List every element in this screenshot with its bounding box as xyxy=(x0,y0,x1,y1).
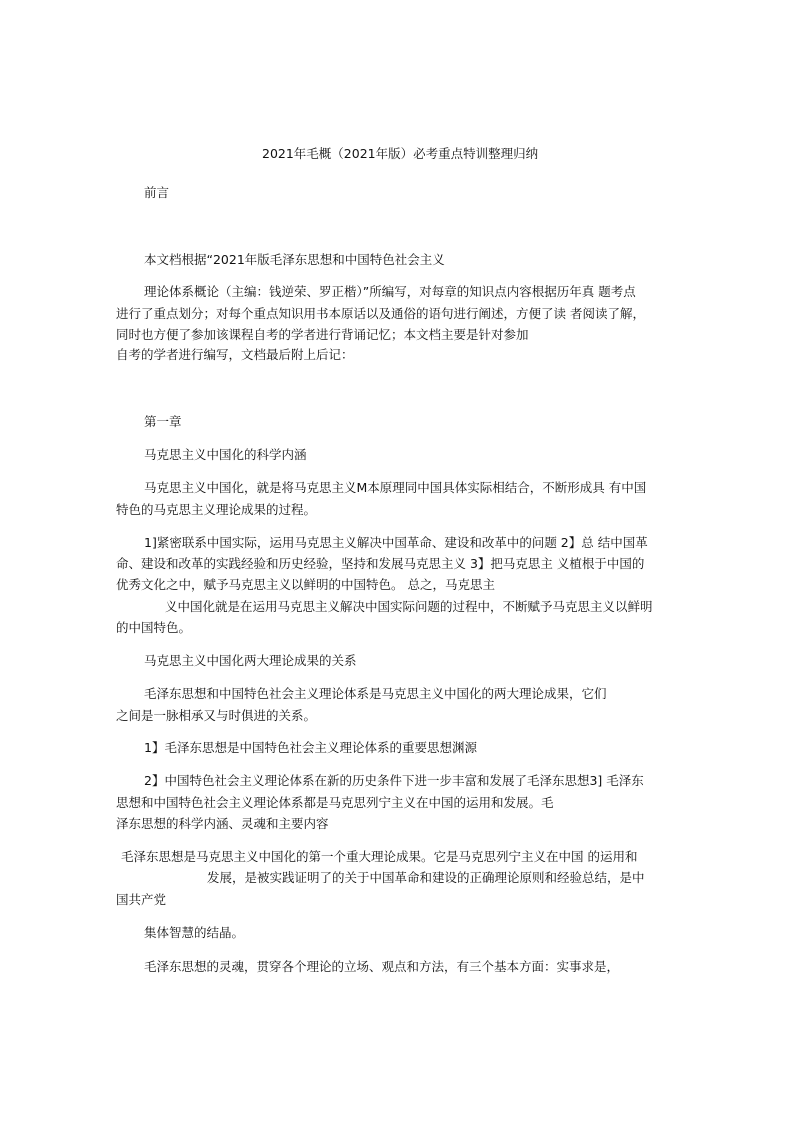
paragraph-line: 毛泽东思想的灵魂，贯穿各个理论的立场、观点和方法，有三个基本方面：实事求是， xyxy=(144,959,620,974)
paragraph-line: 发展，是被实践证明了的关于中国革命和建设的正确理论原则和经验总结，是中 xyxy=(207,870,645,885)
list-item: 1】毛泽东思想是中国特色社会主义理论体系的重要思想渊源 xyxy=(144,740,477,755)
paragraph-line: 义中国化就是在运用马克思主义解决中国实际问题的过程中，不断赋予马克思主义以鲜明 xyxy=(165,599,653,614)
paragraph-line: 思想和中国特色社会主义理论体系都是马克思列宁主义在中国的运用和发展。毛 xyxy=(116,795,554,810)
preface-line: 自考的学者进行编写，文档最后附上后记： xyxy=(116,347,354,362)
chapter-heading: 第一章 xyxy=(144,414,182,429)
preface-heading: 前言 xyxy=(144,185,170,200)
preface-line: 进行了重点划分；对每个重点知识用书本原话以及通俗的语句进行阐述，方便了读 者阅读了解， xyxy=(116,306,645,321)
paragraph-line: 1]紧密联系中国实际，运用马克思主义解决中国革命、建设和改革中的问题 2】总 结中国革 xyxy=(144,535,648,550)
paragraph-line: 的中国特色。 xyxy=(116,620,192,635)
paragraph-line: 马克思主义中国化，就是将马克思主义M本原理同中国具体实际相结合，不断形成具 有中国 xyxy=(144,480,647,495)
section-heading: 马克思主义中国化的科学内涵 xyxy=(144,447,307,462)
section-heading: 马克思主义中国化两大理论成果的关系 xyxy=(144,653,357,668)
paragraph-line: 优秀文化之中，赋予马克思主义以鲜明的中国特色。 总之，马克思主 xyxy=(116,577,495,592)
paragraph-line: 之间是一脉相承又与时俱进的关系。 xyxy=(116,708,317,723)
paragraph-line: 泽东思想的科学内涵、灵魂和主要内容 xyxy=(116,816,329,831)
paragraph-line: 毛泽东思想是马克思主义中国化的第一个重大理论成果。它是马克思列宁主义在中国 的运用和 xyxy=(121,849,638,864)
paragraph-line: 特色的马克思主义理论成果的过程。 xyxy=(116,502,317,517)
paragraph-line: 毛泽东思想和中国特色社会主义理论体系是马克思主义中国化的两大理论成果，它们 xyxy=(144,686,607,701)
preface-line: 同时也方便了参加该课程自考的学者进行背诵记忆；本文档主要是针对参加 xyxy=(116,327,529,342)
list-item: 2】中国特色社会主义理论体系在新的历史条件下进一步丰富和发展了毛泽东思想3] 毛泽东 xyxy=(144,773,644,788)
paragraph-line: 命、建设和改革的实践经验和历史经验，坚持和发展马克思主义 3】把马克思主 义植根于中国的 xyxy=(116,556,645,571)
paragraph-line: 集体智慧的结晶。 xyxy=(144,925,245,940)
document-title: 2021年毛概（2021年版）必考重点特训整理归纳 xyxy=(262,146,539,161)
preface-line: 理论体系概论（主编：钱逆荣、罗正楷）”所编写，对每章的知识点内容根据历年真 题考点 xyxy=(144,284,636,299)
paragraph-line: 国共产党 xyxy=(116,892,167,907)
preface-line: 本文档根据“2021年版毛泽东思想和中国特色社会主义 xyxy=(144,252,445,267)
